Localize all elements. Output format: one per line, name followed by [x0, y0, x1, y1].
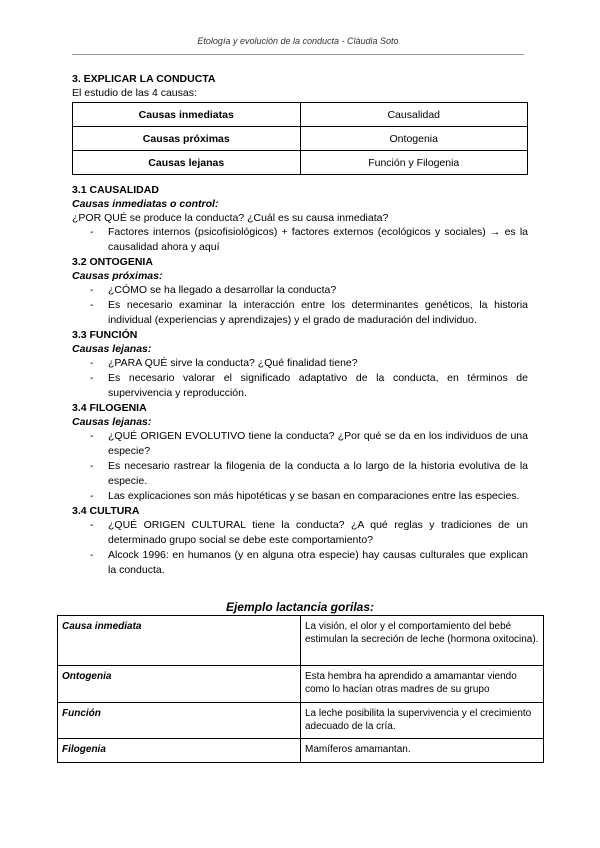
example-value: La leche posibilita la supervivencia y el crecimiento adecuado de la cría.: [301, 703, 544, 739]
section-intro: El estudio de las 4 causas:: [72, 87, 197, 99]
header-divider: [72, 54, 524, 55]
table-row: [73, 103, 528, 127]
cultura-title: 3.4 CULTURA: [72, 505, 140, 517]
filogenia-title: 3.4 FILOGENIA: [72, 402, 147, 414]
funcion-title: 3.3 FUNCIÓN: [72, 329, 138, 341]
example-key: Ontogenia: [58, 666, 301, 703]
causalidad-subtitle: Causas inmediatas o control:: [72, 198, 219, 210]
example-value: La visión, el olor y el comportamiento del bebé estimulan la secreción de leche (hormona oxitocina).: [301, 616, 544, 666]
cause-value: Ontogenia: [300, 127, 528, 151]
list-item: - Las explicaciones son más hipotéticas y se basan en comparaciones entre las especies.: [90, 489, 528, 504]
table-row: [58, 666, 544, 703]
causalidad-question: ¿POR QUÉ se produce la conducta? ¿Cuál es su causa inmediata?: [72, 212, 389, 224]
table-row: [58, 616, 544, 666]
table-row: [58, 739, 544, 763]
example-value: Esta hembra ha aprendido a amamantar viendo como lo hacían otras madres de su grupo: [301, 666, 544, 703]
list-item: - ¿PARA QUÉ sirve la conducta? ¿Qué finalidad tiene?: [90, 356, 528, 371]
cultura-list: [72, 518, 528, 578]
document-body: [72, 72, 528, 578]
example-value: Mamíferos amamantan.: [301, 739, 544, 763]
causes-table: [72, 102, 528, 175]
list-item: - Alcock 1996: en humanos (y en alguna otra especie) hay causas culturales que explican la conducta.: [90, 548, 528, 578]
cause-key: Causas próximas: [73, 127, 301, 151]
example-key: Función: [58, 703, 301, 739]
filogenia-list: [72, 429, 528, 504]
funcion-list: [72, 356, 528, 401]
cause-key: Causas lejanas: [73, 151, 301, 175]
cause-key: Causas inmediatas: [73, 103, 301, 127]
page-header: Etología y evolución de la conducta - Clàudia Soto: [197, 36, 399, 46]
section-title: 3. EXPLICAR LA CONDUCTA: [72, 73, 216, 85]
funcion-subtitle: Causas lejanas:: [72, 343, 152, 355]
ontogenia-title: 3.2 ONTOGENIA: [72, 256, 153, 268]
list-item: - Es necesario examinar la interacción entre los determinantes genéticos, la historia individual (experiencias y aprendizajes) y el grado de maduración del individuo.: [90, 298, 528, 328]
list-item: - Es necesario rastrear la filogenia de la conducta a lo largo de la historia evolutiva de la especie.: [90, 459, 528, 489]
example-key: Causa inmediata: [58, 616, 301, 666]
filogenia-subtitle: Causas lejanas:: [72, 416, 152, 428]
table-row: [58, 703, 544, 739]
causalidad-list: [72, 225, 528, 255]
example-title: Ejemplo lactancia gorilas:: [225, 600, 375, 614]
causalidad-title: 3.1 CAUSALIDAD: [72, 184, 159, 196]
example-key: Filogenia: [58, 739, 301, 763]
table-row: [73, 151, 528, 175]
list-item: - Factores internos (psicofisiológicos) + factores externos (ecológicos y sociales) → es la causalidad ahora y aquí: [90, 225, 528, 255]
list-item: - Es necesario valorar el significado adaptativo de la conducta, en términos de supervivencia y reproducción.: [90, 371, 528, 401]
list-item: - ¿QUÉ ORIGEN EVOLUTIVO tiene la conducta? ¿Por qué se da en los individuos de una especie?: [90, 429, 528, 459]
list-item: - ¿QUÉ ORIGEN CULTURAL tiene la conducta? ¿A qué reglas y tradiciones de un determinado grupo social se debe este comportamiento?: [90, 518, 528, 548]
cause-value: Función y Filogenia: [300, 151, 528, 175]
ontogenia-subtitle: Causas próximas:: [72, 270, 163, 282]
list-item: - ¿CÓMO se ha llegado a desarrollar la conducta?: [90, 283, 528, 298]
ontogenia-list: [72, 283, 528, 328]
cause-value: Causalidad: [300, 103, 528, 127]
example-table: [57, 615, 544, 763]
table-row: [73, 127, 528, 151]
